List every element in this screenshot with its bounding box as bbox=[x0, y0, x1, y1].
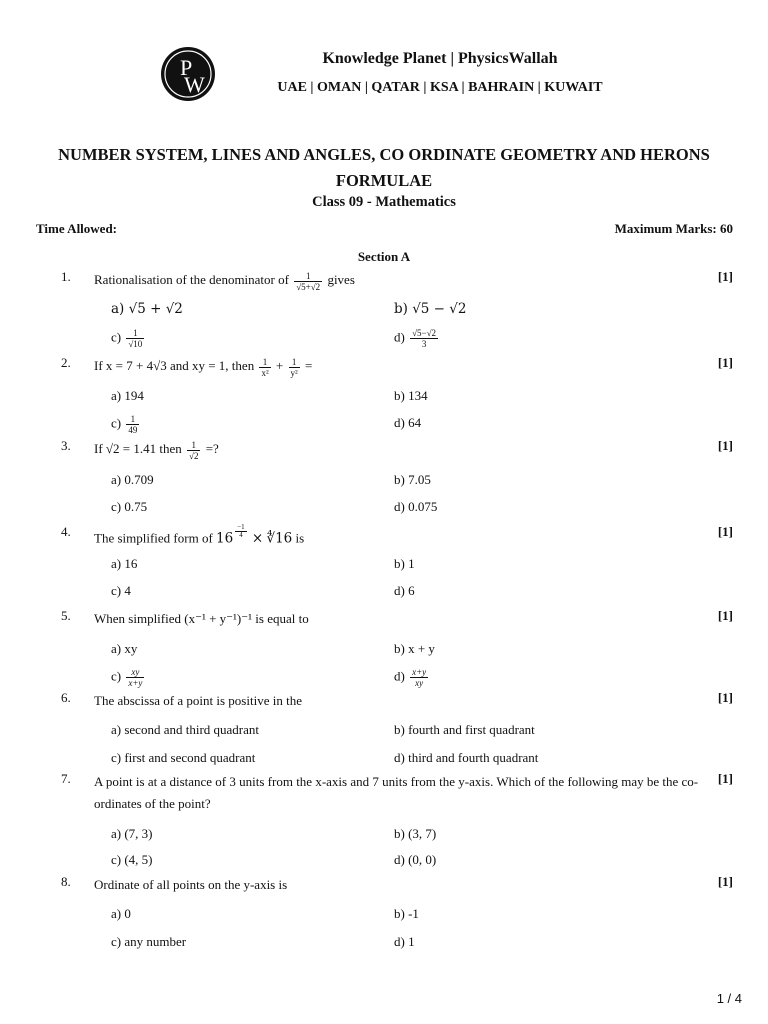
question-mark: [1] bbox=[717, 874, 733, 889]
fraction: $\frac{√5-√2}{3}$ bbox=[412, 328, 437, 349]
option-a: a) second and third quadrant bbox=[111, 722, 260, 737]
page-number: 1 / 4 bbox=[716, 991, 742, 1006]
option-b: b) √5 − √2 bbox=[394, 301, 467, 317]
option-d: d) 1 bbox=[394, 934, 415, 949]
option-b: b) 134 bbox=[394, 388, 428, 403]
question-text: If √2 = 1.41 then $\frac{1}{√2}$ =? bbox=[94, 439, 219, 461]
option-d: d) 6 bbox=[394, 583, 415, 598]
org-countries: UAE | OMAN | QATAR | KSA | BAHRAIN | KUWAIT bbox=[277, 80, 603, 95]
option-b: b) -1 bbox=[394, 906, 419, 921]
fraction: $\frac{1}{√5+√2}$ bbox=[296, 270, 321, 292]
org-name: Knowledge Planet | PhysicsWallah bbox=[322, 50, 558, 67]
section-heading: Section A bbox=[357, 249, 411, 264]
option-b: b) fourth and first quadrant bbox=[394, 722, 535, 737]
option-a: a) xy bbox=[111, 641, 138, 656]
question-mark: [1] bbox=[717, 524, 733, 539]
time-allowed: Time Allowed: bbox=[36, 221, 118, 236]
option-b: b) 7.05 bbox=[394, 472, 431, 487]
maximum-marks: Maximum Marks: 60 bbox=[614, 221, 733, 236]
document-title: NUMBER SYSTEM, LINES AND ANGLES, CO ORDINATE GEOMETRY AND HERONS FORMULAE bbox=[58, 145, 710, 190]
question-number: 1. bbox=[61, 269, 71, 284]
question-mark: [1] bbox=[717, 608, 733, 623]
question-number: 8. bbox=[61, 874, 71, 889]
option-b: b) 1 bbox=[394, 556, 415, 571]
question-mark: [1] bbox=[717, 690, 733, 705]
question-text: The abscissa of a point is positive in the bbox=[94, 693, 302, 708]
svg-text:P: P bbox=[180, 55, 193, 80]
option-d: d) 0.075 bbox=[394, 499, 438, 514]
option-a: a) 194 bbox=[111, 388, 144, 403]
question-number: 3. bbox=[61, 438, 71, 453]
option-c: c) $\frac{1}{√10}$ bbox=[111, 328, 143, 349]
option-a: a) 16 bbox=[111, 556, 138, 571]
fraction: $\frac{1}{\text{x²}}$ bbox=[261, 356, 269, 378]
option-c: c) (4, 5) bbox=[111, 852, 153, 867]
question-mark: [1] bbox=[717, 771, 733, 786]
question-number: 5. bbox=[61, 608, 71, 623]
question-text: The simplified form of 16 $\frac{-1}{4}$ × ∜16 is bbox=[94, 523, 305, 547]
fraction: $\frac{x+y}{xy}$ bbox=[412, 667, 427, 688]
option-a: a) 0 bbox=[111, 906, 131, 921]
option-d: d) 64 bbox=[394, 415, 422, 430]
option-d: d) $\frac{x+y}{xy}$ bbox=[394, 667, 427, 688]
fraction: $\frac{1}{49}$ bbox=[128, 414, 138, 435]
fraction: $\frac{1}{\text{y²}}$ bbox=[290, 356, 298, 378]
question-mark: [1] bbox=[717, 355, 733, 370]
physicswallah-logo bbox=[160, 46, 216, 102]
class-subject: Class 09 - Mathematics bbox=[312, 194, 456, 210]
option-c: c) $\frac{1}{49}$ bbox=[111, 414, 138, 435]
fraction: $\frac{1}{√2}$ bbox=[189, 439, 199, 461]
question-text: Rationalisation of the denominator of $\frac{1}{√5+√2}$ gives bbox=[94, 270, 355, 292]
question-text: Ordinate of all points on the y-axis is bbox=[94, 877, 288, 892]
question-mark: [1] bbox=[717, 438, 733, 453]
option-c: c) any number bbox=[111, 934, 187, 949]
fraction: $\frac{xy}{x+y}$ bbox=[128, 667, 143, 688]
option-a: a) (7, 3) bbox=[111, 826, 153, 841]
option-c: c) 0.75 bbox=[111, 499, 148, 514]
option-a: a) 0.709 bbox=[111, 472, 154, 487]
svg-text:W: W bbox=[184, 72, 205, 97]
question-number: 7. bbox=[61, 771, 71, 786]
option-c: c) 4 bbox=[111, 583, 131, 598]
option-c: c) $\frac{xy}{x+y}$ bbox=[111, 667, 143, 688]
option-c: c) first and second quadrant bbox=[111, 750, 256, 765]
option-b: b) (3, 7) bbox=[394, 826, 437, 841]
option-d: d) $\frac{√5-√2}{3}$ bbox=[394, 328, 437, 349]
question-number: 2. bbox=[61, 355, 71, 370]
question-number: 4. bbox=[61, 524, 71, 539]
exponent-fraction: $\frac{-1}{4}$ bbox=[237, 523, 245, 539]
option-a: a) √5 + √2 bbox=[111, 301, 183, 317]
question-text: When simplified (x⁻¹ + y⁻¹)⁻¹ is equal to bbox=[94, 611, 309, 626]
question-number: 6. bbox=[61, 690, 71, 705]
question-text: A point is at a distance of 3 units from the x-axis and 7 units from the y-axis. Which of the following may be the co-ordinates of the point? bbox=[94, 774, 699, 811]
question-text: If x = 7 + 4√3 and xy = 1, then $\frac{1}{\text{x²}}$ + $\frac{1}{\text{y²}}$ = bbox=[94, 356, 313, 378]
fraction: $\frac{1}{√10}$ bbox=[128, 328, 143, 349]
option-d: d) third and fourth quadrant bbox=[394, 750, 539, 765]
option-b: b) x + y bbox=[394, 641, 435, 656]
question-mark: [1] bbox=[717, 269, 733, 284]
option-d: d) (0, 0) bbox=[394, 852, 437, 867]
